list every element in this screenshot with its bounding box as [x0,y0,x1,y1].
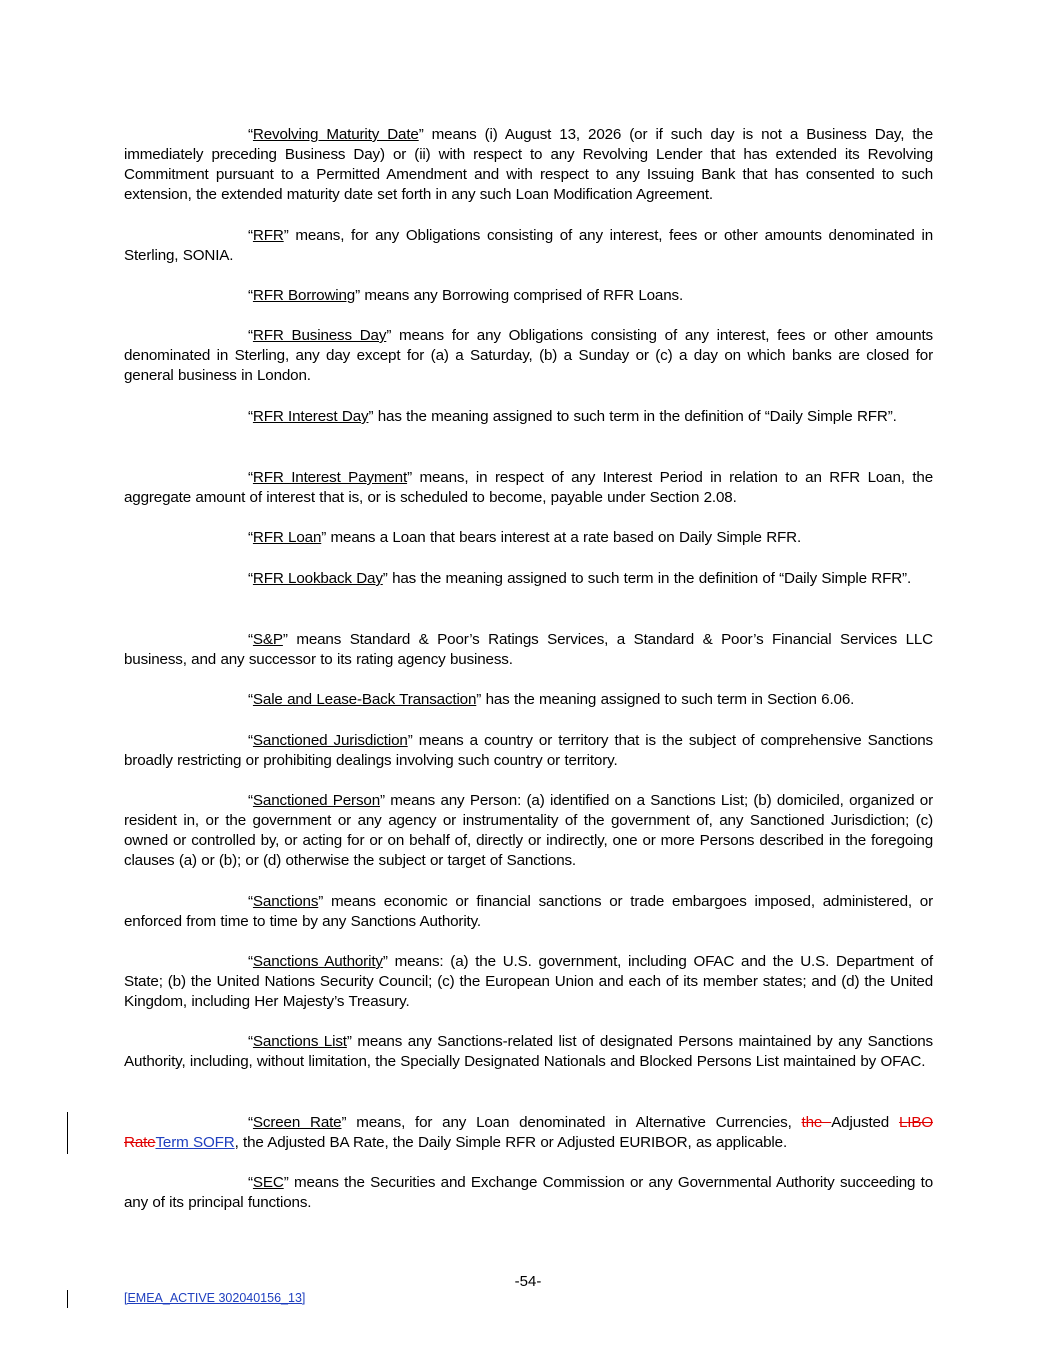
change-bar [67,1112,68,1154]
definition-screen-rate: “Screen Rate” means, for any Loan denominated in Alternative Currencies, the Adjusted LIBO RateTerm SOFR, the Adjusted BA Rate, the Daily Simple RFR or Adjusted EURIBOR, as applicable. [124,1114,933,1151]
change-bar [67,1290,68,1308]
definition-s-and-p: “S&P” means Standard & Poor’s Ratings Services, a Standard & Poor’s Financial Services LLC business, and any successor to its rating agency business. [124,631,933,668]
defined-term: Revolving Maturity Date [252,126,419,143]
definition-text: means any Borrowing comprised of RFR Loans. [360,287,684,304]
defined-term: SEC [252,1174,284,1191]
definition-sanctioned-person: “Sanctioned Person” means any Person: (a) identified on a Sanctions List; (b) domiciled, organized or resident in, or the government or any agency or instrumentality of the government of, any Sanctioned Jurisdiction; (c) owned or controlled by, or acting for or on behalf of, directly or indirectly, one or more Persons described in the foregoing clauses (a) or (b); or (d) otherwise the subject or target of Sanctions. [124,792,933,869]
footer-document-ref: [EMEA_ACTIVE 302040156_13] [124,1291,306,1305]
definition-text: means any Person: (a) identified on a Sanctions List; (b) domiciled, organized or resident in, or the government or any agency or instrumentality of the government of, any Sanctioned Jurisdiction; (c) owned or controlled by, or acting for or on behalf of, directly or indirectly, one or more Persons described in the foregoing clauses (a) or (b); or (d) otherwise the subject or target of Sanctions. [124,792,933,869]
definition-text: means for any Obligations consisting of any interest, fees or other amounts denominated in Sterling, any day except for (a) a Saturday, (b) a Sunday or (c) a day on which banks are closed for general business in London. [124,327,933,384]
defined-term: RFR Lookback Day [252,570,383,587]
defined-term: RFR Interest Payment [252,469,408,486]
definition-text: means, in respect of any Interest Period in relation to an RFR Loan, the aggregate amount of interest that is, or is scheduled to become, payable under Section 2.08. [124,469,934,506]
definition-rfr: “RFR” means, for any Obligations consisting of any interest, fees or other amounts denominated in Sterling, SONIA. [124,227,933,264]
definition-rfr-interest-payment: “RFR Interest Payment” means, in respect of any Interest Period in relation to an RFR Loan, the aggregate amount of interest that is, or is scheduled to become, payable under Section 2.08. [124,469,934,506]
defined-term: Sale and Lease-Back Transaction [252,691,477,708]
defined-term: Sanctioned Person [252,792,380,809]
definition-rfr-lookback-day: “RFR Lookback Day” has the meaning assigned to such term in the definition of “Daily Simple RFR”. [248,570,912,587]
definition-sale-and-lease-back: “Sale and Lease-Back Transaction” has the meaning assigned to such term in Section 6.06. [248,691,855,708]
defined-term: RFR Business Day [252,327,387,344]
definition-text: means: (a) the U.S. government, including OFAC and the U.S. Department of State; (b) the United Nations Security Council; (c) the European Union and each of its member states; and (d) the United Kingdom, including Her Majesty’s Treasury. [124,953,933,1010]
defined-term: RFR [252,227,284,244]
definition-sanctions: “Sanctions” means economic or financial sanctions or trade embargoes imposed, administered, or enforced from time to time by any Sanctions Authority. [124,893,933,930]
definition-rfr-borrowing: “RFR Borrowing” means any Borrowing comprised of RFR Loans. [248,287,684,304]
definition-rfr-interest-day: “RFR Interest Day” has the meaning assigned to such term in the definition of “Daily Simple RFR”. [248,408,897,425]
definition-rfr-loan: “RFR Loan” means a Loan that bears interest at a rate based on Daily Simple RFR. [248,529,802,546]
defined-term: RFR Borrowing [252,287,356,304]
definition-sanctions-authority: “Sanctions Authority” means: (a) the U.S. government, including OFAC and the U.S. Department of State; (b) the United Nations Security Council; (c) the European Union and each of its member states; and (d) the United Kingdom, including Her Majesty’s Treasury. [124,953,933,1010]
definition-text: has the meaning assigned to such term in the definition of “Daily Simple RFR”. [387,570,912,587]
deleted-text: the [801,1114,832,1131]
definition-text: means, for any Loan denominated in Alternative Currencies, [346,1114,802,1131]
defined-term: Sanctions List [252,1033,347,1050]
definition-text: means Standard & Poor’s Ratings Services, a Standard & Poor’s Financial Services LLC business, and any successor to its rating agency business. [124,631,933,668]
definition-text: means, for any Obligations consisting of any interest, fees or other amounts denominated in Sterling, SONIA. [124,227,933,264]
page-number: -54- [514,1273,542,1290]
definition-sanctions-list: “Sanctions List” means any Sanctions-related list of designated Persons maintained by any Sanctions Authority, including, without limitation, the Specially Designated Nationals and Blocked Persons List maintained by OFAC. [124,1033,933,1070]
defined-term: Screen Rate [252,1114,342,1131]
definition-text: means (i) August 13, 2026 (or if such day is not a Business Day, the immediately preceding Business Day) or (ii) with respect to any Revolving Lender that has extended its Revolving Commitment pursuant to a Permitted Amendment and with respect to any Issuing Bank that has consented to such extension, the extended maturity date set forth in any such Loan Modification Agreement. [124,126,933,203]
definition-revolving-maturity-date: “Revolving Maturity Date” means (i) August 13, 2026 (or if such day is not a Business Day, the immediately preceding Business Day) or (ii) with respect to any Revolving Lender that has extended its Revolving Commitment pursuant to a Permitted Amendment and with respect to any Issuing Bank that has consented to such extension, the extended maturity date set forth in any such Loan Modification Agreement. [124,126,933,203]
definition-text: means economic or financial sanctions or trade embargoes imposed, administered, or enforced from time to time by any Sanctions Authority. [124,893,933,930]
definition-text: means a country or territory that is the subject of comprehensive Sanctions broadly restricting or prohibiting dealings involving such country or territory. [124,732,933,769]
definition-text: Adjusted [831,1114,899,1131]
defined-term: RFR Loan [252,529,322,546]
definition-text: means a Loan that bears interest at a rate based on Daily Simple RFR. [326,529,802,546]
definition-text: means any Sanctions-related list of designated Persons maintained by any Sanctions Authority, including, without limitation, the Specially Designated Nationals and Blocked Persons List maintained by OFAC. [124,1033,933,1070]
definition-text: means the Securities and Exchange Commission or any Governmental Authority succeeding to any of its principal functions. [124,1174,933,1211]
deleted-text: LIBO Rate [124,1114,933,1151]
definition-text: has the meaning assigned to such term in Section 6.06. [481,691,855,708]
defined-term: S&P [252,631,283,648]
defined-term: Sanctions [252,893,319,910]
definition-sec: “SEC” means the Securities and Exchange Commission or any Governmental Authority succeeding to any of its principal functions. [124,1174,933,1211]
definition-text: , the Adjusted BA Rate, the Daily Simple RFR or Adjusted EURIBOR, as applicable. [234,1134,788,1151]
inserted-text: Term SOFR [155,1134,235,1151]
definition-rfr-business-day: “RFR Business Day” means for any Obligations consisting of any interest, fees or other amounts denominated in Sterling, any day except for (a) a Saturday, (b) a Sunday or (c) a day on which banks are closed for general business in London. [124,327,933,384]
defined-term: RFR Interest Day [252,408,369,425]
defined-term: Sanctioned Jurisdiction [252,732,408,749]
definition-text: has the meaning assigned to such term in the definition of “Daily Simple RFR”. [373,408,897,425]
definition-sanctioned-jurisdiction: “Sanctioned Jurisdiction” means a country or territory that is the subject of comprehensive Sanctions broadly restricting or prohibiting dealings involving such country or territory. [124,732,933,769]
defined-term: Sanctions Authority [252,953,383,970]
